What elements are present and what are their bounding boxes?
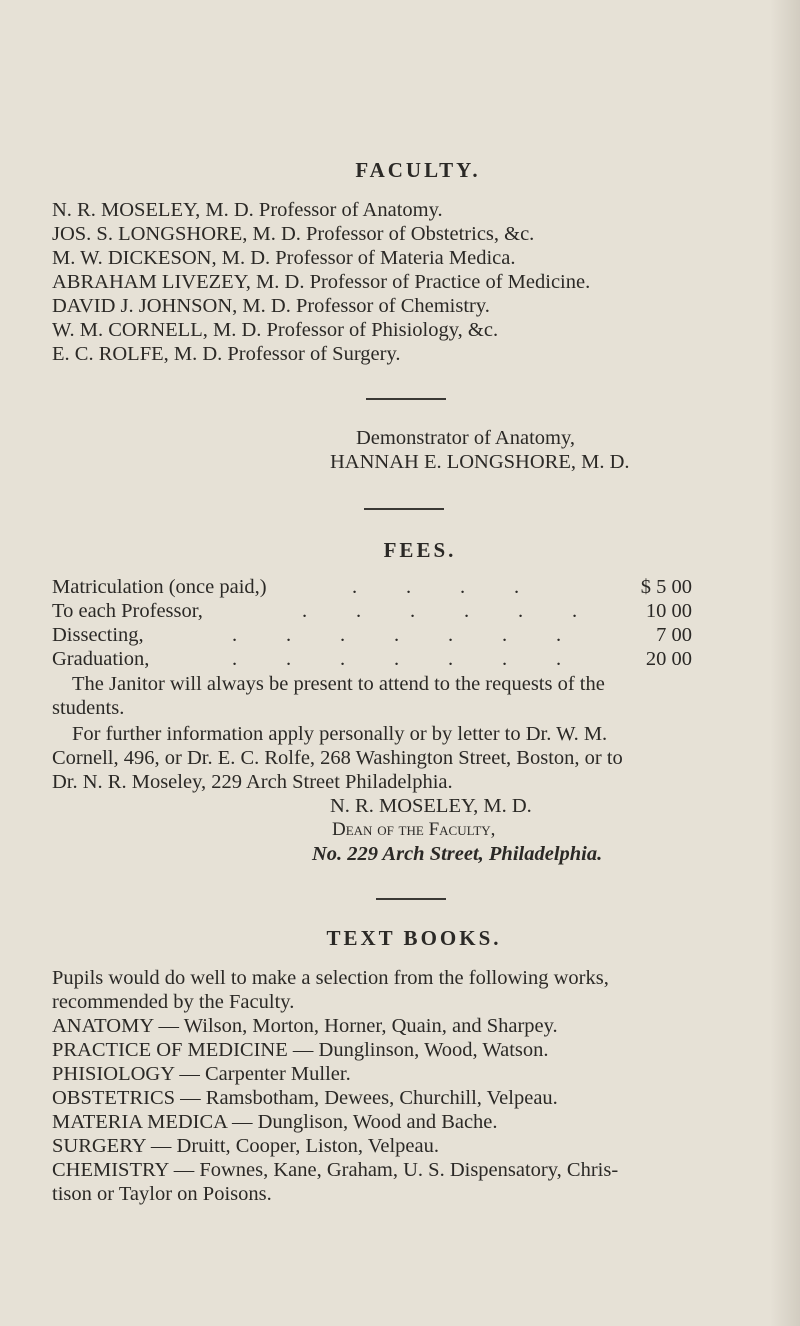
divider xyxy=(364,508,444,510)
leader-dots: . . . . . . . xyxy=(232,624,562,646)
fee-amount: 7 00 xyxy=(656,624,692,646)
textbook-line: MATERIA MEDICA — Dunglison, Wood and Bache. xyxy=(52,1111,498,1133)
info-paragraph-cont: Dr. N. R. Moseley, 229 Arch Street Philadelphia. xyxy=(52,771,453,793)
faculty-member: ABRAHAM LIVEZEY, M. D. Professor of Practice of Medicine. xyxy=(52,271,591,293)
signature-name: N. R. MOSELEY, M. D. xyxy=(330,795,532,817)
faculty-member: N. R. MOSELEY, M. D. Professor of Anatomy. xyxy=(52,199,443,221)
leader-dots: . . . . . . . xyxy=(232,648,562,670)
info-paragraph-cont: Cornell, 496, or Dr. E. C. Rolfe, 268 Washington Street, Boston, or to xyxy=(52,747,623,769)
fee-label: To each Professor, xyxy=(52,600,203,622)
demonstrator-name: HANNAH E. LONGSHORE, M. D. xyxy=(330,451,630,473)
divider xyxy=(376,898,446,900)
janitor-note-cont: students. xyxy=(52,697,125,719)
fee-row xyxy=(52,600,692,624)
faculty-member: E. C. ROLFE, M. D. Professor of Surgery. xyxy=(52,343,401,365)
textbooks-intro-cont: recommended by the Faculty. xyxy=(52,991,295,1013)
textbooks-heading: TEXT BOOKS. xyxy=(326,926,502,950)
leader-dots: . . . . . . xyxy=(302,600,578,622)
demonstrator-title: Demonstrator of Anatomy, xyxy=(356,427,576,449)
textbook-line: ANATOMY — Wilson, Morton, Horner, Quain, and Sharpey. xyxy=(52,1015,558,1037)
textbook-line: PRACTICE OF MEDICINE — Dunglinson, Wood, Watson. xyxy=(52,1039,549,1061)
textbook-line: SURGERY — Druitt, Cooper, Liston, Velpeau. xyxy=(52,1135,439,1157)
signature-title: Dean of the Faculty, xyxy=(332,819,496,840)
faculty-member: JOS. S. LONGSHORE, M. D. Professor of Obstetrics, &c. xyxy=(52,223,535,245)
textbook-line: OBSTETRICS — Ramsbotham, Dewees, Churchill, Velpeau. xyxy=(52,1087,558,1109)
fee-amount: $ 5 00 xyxy=(640,576,692,598)
fee-label: Matriculation (once paid,) xyxy=(52,576,267,598)
fees-heading: FEES. xyxy=(383,538,457,562)
textbooks-intro: Pupils would do well to make a selection from the following works, xyxy=(52,967,609,989)
info-paragraph: For further information apply personally or by letter to Dr. W. M. xyxy=(72,723,608,745)
faculty-member: M. W. DICKESON, M. D. Professor of Materia Medica. xyxy=(52,247,516,269)
fee-row xyxy=(52,648,692,672)
fee-label: Dissecting, xyxy=(52,624,144,646)
janitor-note: The Janitor will always be present to attend to the requests of the xyxy=(72,673,605,695)
divider xyxy=(366,398,446,400)
fee-amount: 20 00 xyxy=(645,648,692,670)
leader-dots: . . . . xyxy=(352,576,520,598)
textbook-line: CHEMISTRY — Fownes, Kane, Graham, U. S. Dispensatory, Chris- xyxy=(52,1159,619,1181)
fee-label: Graduation, xyxy=(52,648,150,670)
textbook-line: PHISIOLOGY — Carpenter Muller. xyxy=(52,1063,351,1085)
fee-row xyxy=(52,624,692,648)
faculty-member: W. M. CORNELL, M. D. Professor of Phisiology, &c. xyxy=(52,319,499,341)
textbook-line-cont: tison or Taylor on Poisons. xyxy=(52,1183,272,1205)
fee-amount: 10 00 xyxy=(645,600,692,622)
fee-row xyxy=(52,576,692,600)
faculty-member: DAVID J. JOHNSON, M. D. Professor of Chemistry. xyxy=(52,295,490,317)
faculty-heading: FACULTY. xyxy=(355,158,481,182)
signature-address: No. 229 Arch Street, Philadelphia. xyxy=(312,843,603,865)
